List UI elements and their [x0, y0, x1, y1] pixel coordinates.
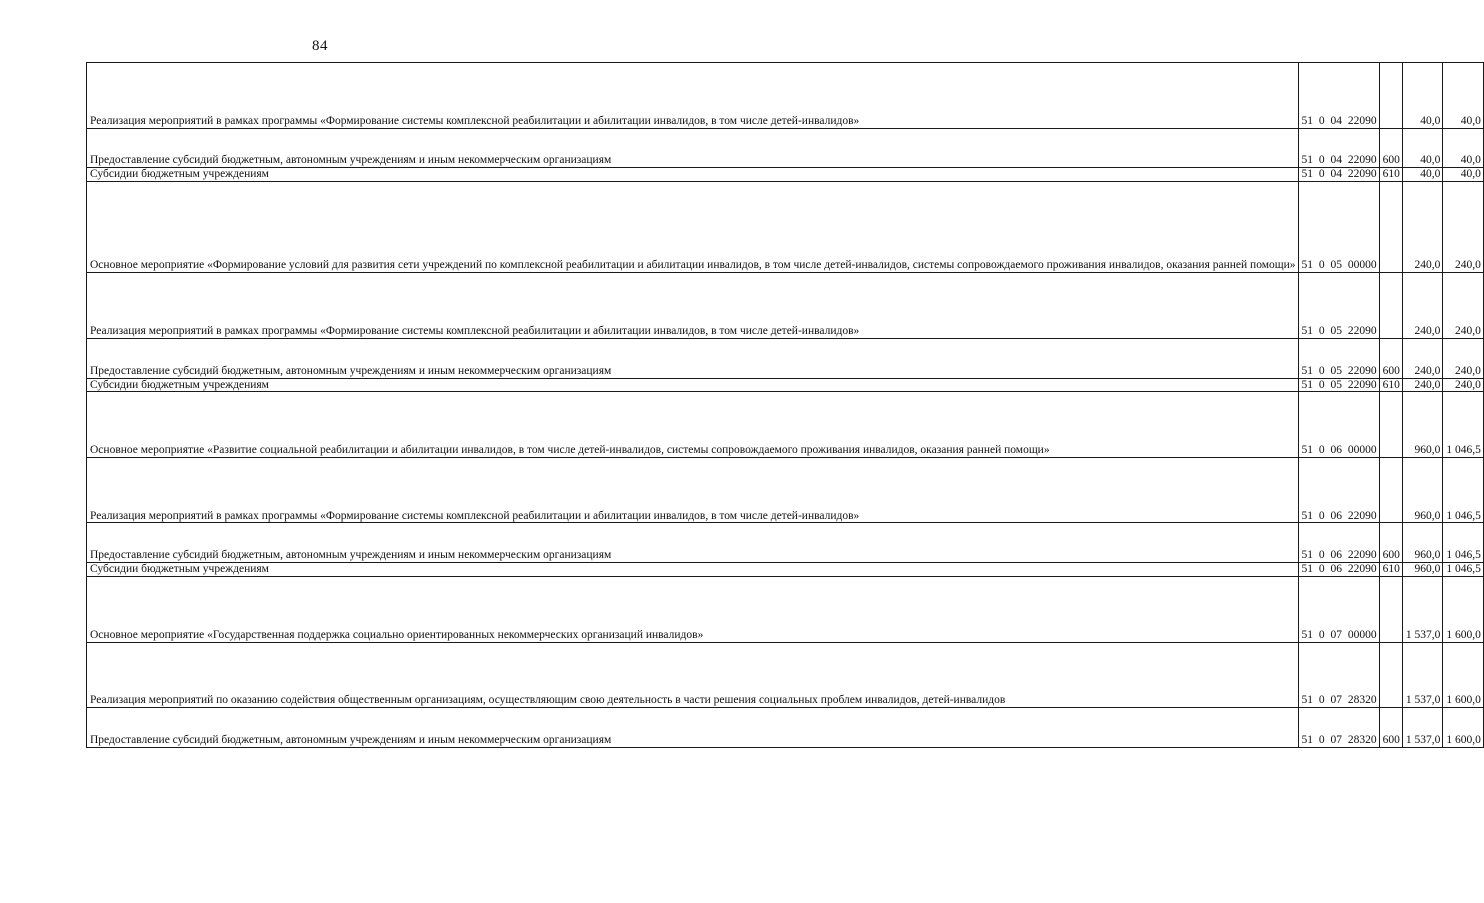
row-amount-year-1-cell: [1402, 392, 1443, 458]
row-code-cell: [1298, 642, 1379, 708]
row-amount-year-2: 1 600,0: [1446, 694, 1481, 707]
row-amount-year-1: 40,0: [1420, 114, 1441, 127]
table-row: [87, 392, 1484, 458]
table-row: [87, 182, 1484, 273]
row-code: 51 0 04 22090: [1301, 154, 1377, 167]
row-amount-year-2: 1 046,5: [1446, 563, 1481, 576]
row-amount-year-1-cell: [1402, 457, 1443, 523]
row-code: 51 0 05 22090: [1301, 378, 1377, 391]
row-amount-year-1-cell: [1402, 168, 1443, 182]
row-expense-type-cell: [1379, 378, 1402, 392]
row-code-cell: [1298, 338, 1379, 378]
row-expense-type-cell: [1379, 577, 1402, 643]
budget-table: [86, 62, 1484, 748]
table-row: [87, 378, 1484, 392]
row-code: 51 0 05 22090: [1301, 364, 1377, 377]
row-amount-year-1: 240,0: [1414, 259, 1441, 272]
table-row: [87, 338, 1484, 378]
row-amount-year-1: 40,0: [1420, 154, 1441, 167]
row-amount-year-2-cell: [1443, 392, 1484, 458]
row-name-cell: [87, 523, 1299, 563]
row-amount-year-1: 960,0: [1414, 509, 1441, 522]
row-name: Реализация мероприятий по оказанию содействия общественным организациям, осуществляющим свою деятельность в части решения социальных проблем инвалидов, детей-инвалидов: [90, 694, 1006, 707]
row-code: 51 0 04 22090: [1301, 168, 1377, 181]
table-row: [87, 457, 1484, 523]
table-row: [87, 128, 1484, 168]
row-name: Реализация мероприятий в рамках программы «Формирование системы комплексной реабилитации и абилитации инвалидов, в том числе детей-инвалидов»: [90, 509, 860, 522]
row-name: Предоставление субсидий бюджетным, автономным учреждениям и иным некоммерческим организациям: [90, 154, 612, 167]
row-amount-year-1: 240,0: [1414, 364, 1441, 377]
row-code: 51 0 06 00000: [1301, 444, 1377, 457]
row-name-cell: [87, 392, 1299, 458]
page-number: 84: [312, 38, 328, 54]
row-amount-year-1-cell: [1402, 642, 1443, 708]
row-expense-type-cell: [1379, 457, 1402, 523]
row-name-cell: [87, 168, 1299, 182]
row-amount-year-2-cell: [1443, 168, 1484, 182]
row-expense-type-cell: [1379, 338, 1402, 378]
row-expense-type: 600: [1382, 364, 1400, 377]
row-name-cell: [87, 338, 1299, 378]
row-expense-type-cell: [1379, 128, 1402, 168]
row-name-cell: [87, 128, 1299, 168]
row-name: Реализация мероприятий в рамках программы «Формирование системы комплексной реабилитации и абилитации инвалидов, в том числе детей-инвалидов»: [90, 114, 860, 127]
row-amount-year-2-cell: [1443, 457, 1484, 523]
row-name-cell: [87, 642, 1299, 708]
row-name: Предоставление субсидий бюджетным, автономным учреждениям и иным некоммерческим организациям: [90, 733, 612, 746]
row-code-cell: [1298, 182, 1379, 273]
row-amount-year-2: 1 600,0: [1446, 628, 1481, 641]
row-amount-year-2: 1 046,5: [1446, 444, 1481, 457]
row-code-cell: [1298, 577, 1379, 643]
row-amount-year-1: 960,0: [1414, 444, 1441, 457]
row-name-cell: [87, 457, 1299, 523]
table-row: [87, 708, 1484, 748]
row-name: Субсидии бюджетным учреждениям: [90, 378, 269, 391]
table-row: [87, 577, 1484, 643]
row-amount-year-1-cell: [1402, 708, 1443, 748]
row-expense-type-cell: [1379, 523, 1402, 563]
row-code: 51 0 05 22090: [1301, 324, 1377, 337]
row-amount-year-1-cell: [1402, 378, 1443, 392]
row-amount-year-2-cell: [1443, 563, 1484, 577]
row-name: Субсидии бюджетным учреждениям: [90, 168, 269, 181]
row-name-cell: [87, 378, 1299, 392]
row-amount-year-1: 1 537,0: [1405, 628, 1441, 641]
row-code: 51 0 06 22090: [1301, 549, 1377, 562]
row-code: 51 0 06 22090: [1301, 509, 1377, 522]
row-code: 51 0 07 00000: [1301, 628, 1377, 641]
row-amount-year-1: 240,0: [1414, 324, 1441, 337]
row-amount-year-1: 1 537,0: [1405, 694, 1441, 707]
row-expense-type-cell: [1379, 563, 1402, 577]
row-amount-year-1-cell: [1402, 523, 1443, 563]
row-amount-year-2-cell: [1443, 523, 1484, 563]
row-amount-year-1-cell: [1402, 338, 1443, 378]
row-amount-year-2: 40,0: [1460, 114, 1481, 127]
row-code-cell: [1298, 457, 1379, 523]
table-row: [87, 273, 1484, 339]
row-code-cell: [1298, 563, 1379, 577]
table-row: [87, 168, 1484, 182]
row-name-cell: [87, 563, 1299, 577]
row-amount-year-2-cell: [1443, 642, 1484, 708]
row-amount-year-1-cell: [1402, 63, 1443, 129]
row-amount-year-2: 240,0: [1455, 324, 1481, 337]
row-amount-year-2: 1 046,5: [1446, 549, 1481, 562]
row-amount-year-2: 1 046,5: [1446, 509, 1481, 522]
row-name: Предоставление субсидий бюджетным, автономным учреждениям и иным некоммерческим организациям: [90, 364, 612, 377]
table-row: [87, 523, 1484, 563]
row-code: 51 0 07 28320: [1301, 733, 1377, 746]
budget-table-body: [87, 63, 1484, 748]
row-amount-year-2-cell: [1443, 577, 1484, 643]
row-name-cell: [87, 273, 1299, 339]
row-amount-year-2-cell: [1443, 708, 1484, 748]
row-code: 51 0 04 22090: [1301, 114, 1377, 127]
row-expense-type-cell: [1379, 63, 1402, 129]
table-row: [87, 563, 1484, 577]
row-amount-year-1: 1 537,0: [1405, 733, 1441, 746]
row-code-cell: [1298, 168, 1379, 182]
row-name: Основное мероприятие «Развитие социальной реабилитации и абилитации инвалидов, в том числе детей-инвалидов, системы сопровождаемого проживания инвалидов, оказания ранней помощи»: [90, 444, 1050, 457]
row-amount-year-1-cell: [1402, 128, 1443, 168]
row-amount-year-1-cell: [1402, 273, 1443, 339]
table-row: [87, 63, 1484, 129]
row-expense-type: 610: [1382, 168, 1400, 181]
row-expense-type: 600: [1382, 154, 1400, 167]
row-name-cell: [87, 182, 1299, 273]
row-name-cell: [87, 577, 1299, 643]
row-amount-year-2-cell: [1443, 338, 1484, 378]
row-amount-year-2: 240,0: [1455, 259, 1481, 272]
row-amount-year-2-cell: [1443, 378, 1484, 392]
row-amount-year-2: 240,0: [1455, 364, 1481, 377]
table-row: [87, 642, 1484, 708]
row-amount-year-2-cell: [1443, 128, 1484, 168]
row-code-cell: [1298, 378, 1379, 392]
row-amount-year-1-cell: [1402, 563, 1443, 577]
row-amount-year-1: 240,0: [1414, 378, 1441, 391]
row-amount-year-2: 240,0: [1455, 378, 1481, 391]
row-amount-year-1: 960,0: [1414, 549, 1441, 562]
row-expense-type: 610: [1382, 378, 1400, 391]
row-expense-type-cell: [1379, 182, 1402, 273]
row-code-cell: [1298, 523, 1379, 563]
row-expense-type: 610: [1382, 563, 1400, 576]
row-name: Реализация мероприятий в рамках программы «Формирование системы комплексной реабилитации и абилитации инвалидов, в том числе детей-инвалидов»: [90, 324, 860, 337]
row-expense-type: 600: [1382, 549, 1400, 562]
row-name: Субсидии бюджетным учреждениям: [90, 563, 269, 576]
row-expense-type-cell: [1379, 168, 1402, 182]
row-amount-year-2-cell: [1443, 63, 1484, 129]
row-expense-type-cell: [1379, 642, 1402, 708]
row-code-cell: [1298, 392, 1379, 458]
row-amount-year-1-cell: [1402, 577, 1443, 643]
row-expense-type-cell: [1379, 708, 1402, 748]
row-amount-year-2: 40,0: [1460, 154, 1481, 167]
row-expense-type: 600: [1382, 733, 1400, 746]
row-amount-year-2-cell: [1443, 273, 1484, 339]
row-amount-year-1: 960,0: [1414, 563, 1441, 576]
row-code-cell: [1298, 708, 1379, 748]
row-code-cell: [1298, 63, 1379, 129]
row-amount-year-2-cell: [1443, 182, 1484, 273]
row-name-cell: [87, 708, 1299, 748]
row-amount-year-1: 40,0: [1420, 168, 1441, 181]
row-code: 51 0 07 28320: [1301, 694, 1377, 707]
row-name: Основное мероприятие «Формирование условий для развития сети учреждений по комплексной реабилитации и абилитации инвалидов, в том числе детей-инвалидов, системы сопровождаемого проживания инвалидов, оказания ранней помощи»: [90, 259, 1296, 272]
row-expense-type-cell: [1379, 273, 1402, 339]
row-code-cell: [1298, 273, 1379, 339]
row-code: 51 0 06 22090: [1301, 563, 1377, 576]
row-name: Предоставление субсидий бюджетным, автономным учреждениям и иным некоммерческим организациям: [90, 549, 612, 562]
row-name-cell: [87, 63, 1299, 129]
row-code-cell: [1298, 128, 1379, 168]
row-amount-year-2: 1 600,0: [1446, 733, 1481, 746]
row-name: Основное мероприятие «Государственная поддержка социально ориентированных некоммерческих организаций инвалидов»: [90, 628, 704, 641]
row-code: 51 0 05 00000: [1301, 259, 1377, 272]
row-amount-year-2: 40,0: [1460, 168, 1481, 181]
row-expense-type-cell: [1379, 392, 1402, 458]
row-amount-year-1-cell: [1402, 182, 1443, 273]
